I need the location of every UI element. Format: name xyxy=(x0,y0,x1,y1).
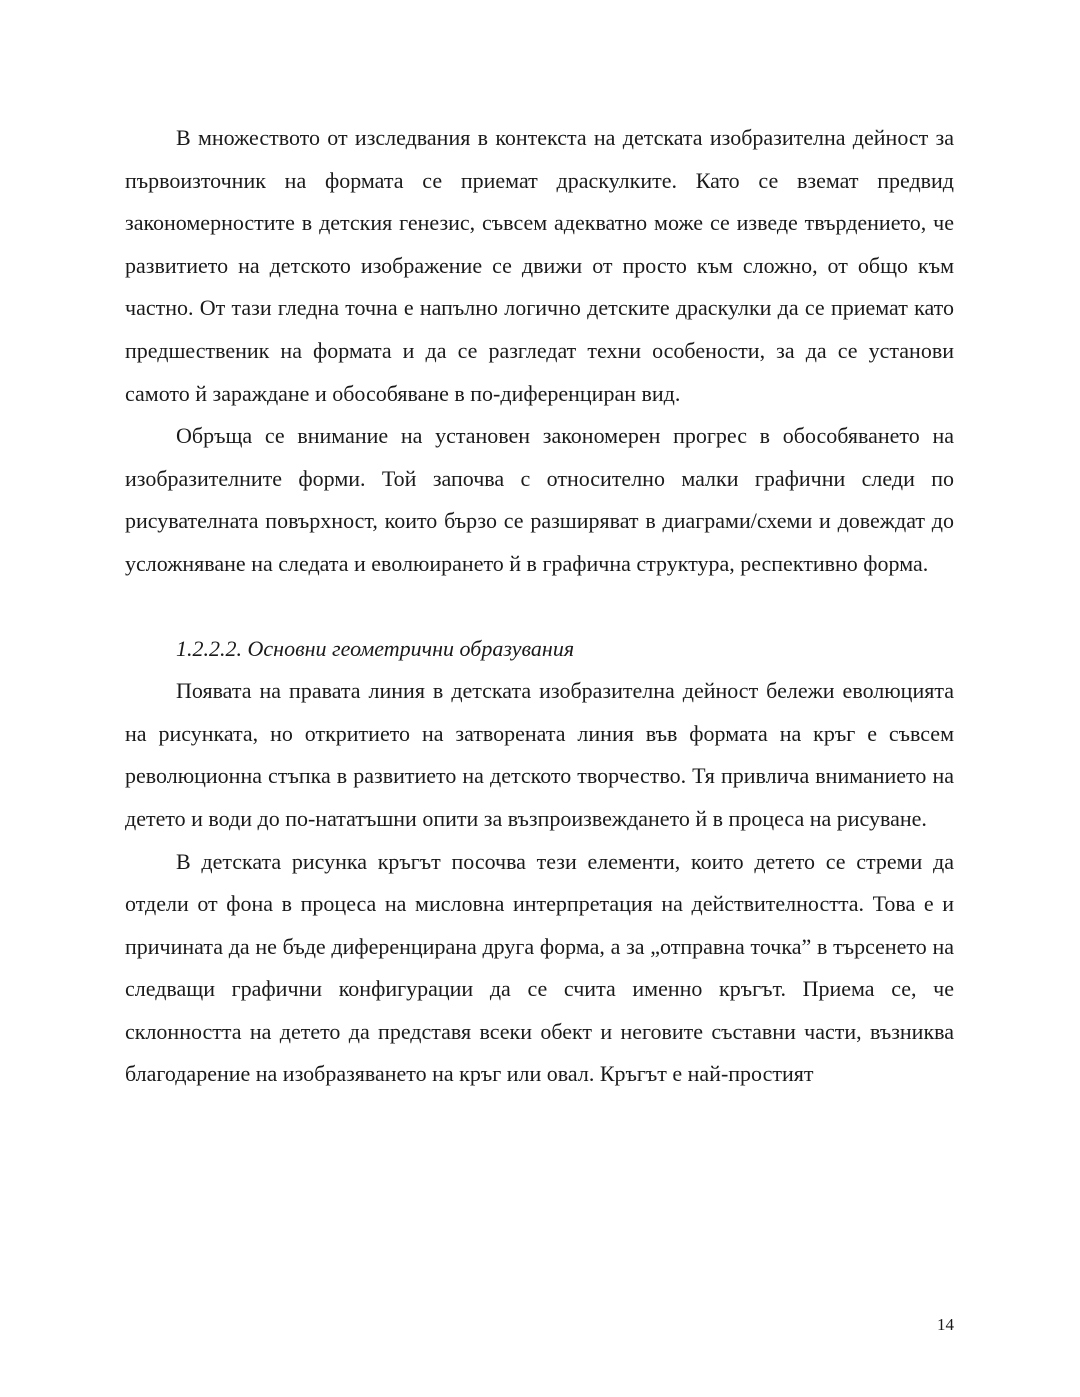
paragraph-progress: Обръща се внимание на установен закономерен прогрес в обособяването на изобразителните форми. Той започва с относително малки графични следи по рисувателната повърхност, които бързо се разширяват в диаграми/схеми и довеждат до усложняване на следата и еволюирането й в графична структура, респективно форма. xyxy=(125,423,954,576)
document-page xyxy=(125,117,954,1096)
paragraph-scribbles: В множеството от изследвания в контекста на детската изобразителна дейност за първоизточник на формата се приемат драскулките. Като се вземат предвид закономерностите в детския генезис, съвсем адекватно може се изведе твърдението, че развитието на детското изображение се движи от просто към сложно, от общо към частно. От тази гледна точна е напълно логично детските драскулки да се приемат като предшественик на формата и да се разгледат техни особености, за да се установи самото й зараждане и обособяване в по-диференциран вид. xyxy=(125,125,954,406)
page-number: 14 xyxy=(937,1315,954,1334)
paragraph-straight-line: Появата на правата линия в детската изобразителна дейност бележи еволюцията на рисунката, но откритието на затворената линия във формата на кръг е съвсем революционна стъпка в развитието на детското творчество. Тя привлича вниманието на детето и води до по-нататъшни опити за възпроизвеждането й в процеса на рисуване. xyxy=(125,678,954,831)
paragraph-circle: В детската рисунка кръгът посочва тези елементи, които детето се стреми да отдели от фона в процеса на мисловна интерпретация на действителността. Това е и причината да не бъде диференцирана друга форма, а за „отправна точка” в търсенето на следващи графични конфигурации да се счита именно кръгът. Приема се, че склонността на детето да представя всеки обект и неговите съставни части, възниква благодарение на изобразяването на кръг или овал. Кръгът е най-простият xyxy=(125,848,954,1087)
section-heading: 1.2.2.2. Основни геометрични образувания xyxy=(176,635,575,661)
